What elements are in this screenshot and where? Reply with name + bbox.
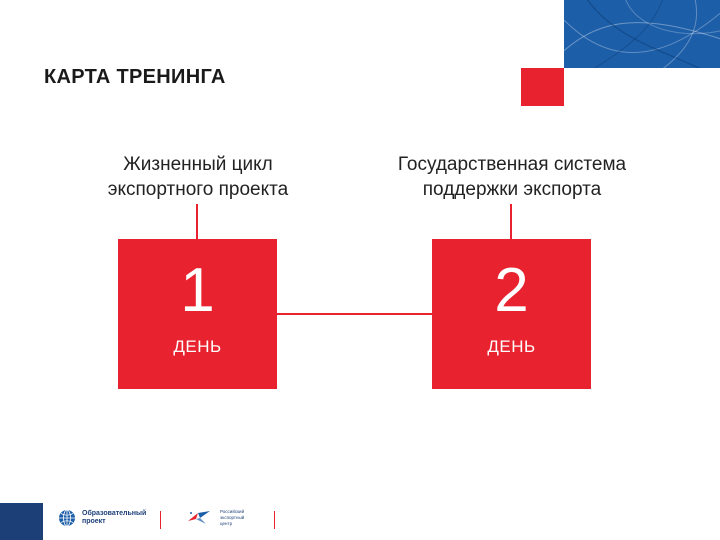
step-2-box	[432, 239, 591, 389]
education-project-logo	[58, 507, 146, 529]
step-2-number: 2	[494, 256, 529, 325]
step-2-caption-line-2: поддержки экспорта	[422, 179, 602, 200]
logo2-line-1: Российский	[220, 509, 245, 514]
step-2-caption	[352, 152, 672, 202]
step-1-caption-line-1: Жизненный цикл	[123, 154, 273, 175]
step-1-connector	[196, 204, 198, 240]
footer-separator	[274, 511, 275, 529]
step-2-unit: ДЕНЬ	[487, 337, 536, 356]
slide-title: КАРТА ТРЕНИНГА	[44, 66, 226, 88]
step-1-unit: ДЕНЬ	[173, 337, 222, 356]
step-2-caption-line-1: Государственная система	[397, 154, 627, 175]
steps-link-line	[277, 313, 432, 315]
globe-icon	[58, 509, 76, 527]
step-1-caption	[60, 152, 336, 202]
step-1-box	[118, 239, 277, 389]
step-1-caption-line-2: экспортного проекта	[107, 179, 289, 200]
logo2-line-3: центр	[220, 521, 233, 526]
logo2-line-2: экспортный	[220, 515, 245, 520]
step-1-number: 1	[180, 256, 215, 325]
education-project-logo-text	[82, 510, 146, 526]
corner-decoration	[564, 0, 720, 68]
logo1-line-1: Образовательный	[82, 510, 147, 517]
accent-square	[521, 68, 564, 106]
rec-logo	[186, 507, 244, 529]
footer-bar	[0, 503, 43, 540]
step-2-connector	[510, 204, 512, 240]
rec-logo-icon	[186, 509, 214, 527]
footer-separator	[160, 511, 161, 529]
logo1-line-2: проект	[82, 518, 106, 525]
rec-logo-text	[220, 509, 244, 527]
